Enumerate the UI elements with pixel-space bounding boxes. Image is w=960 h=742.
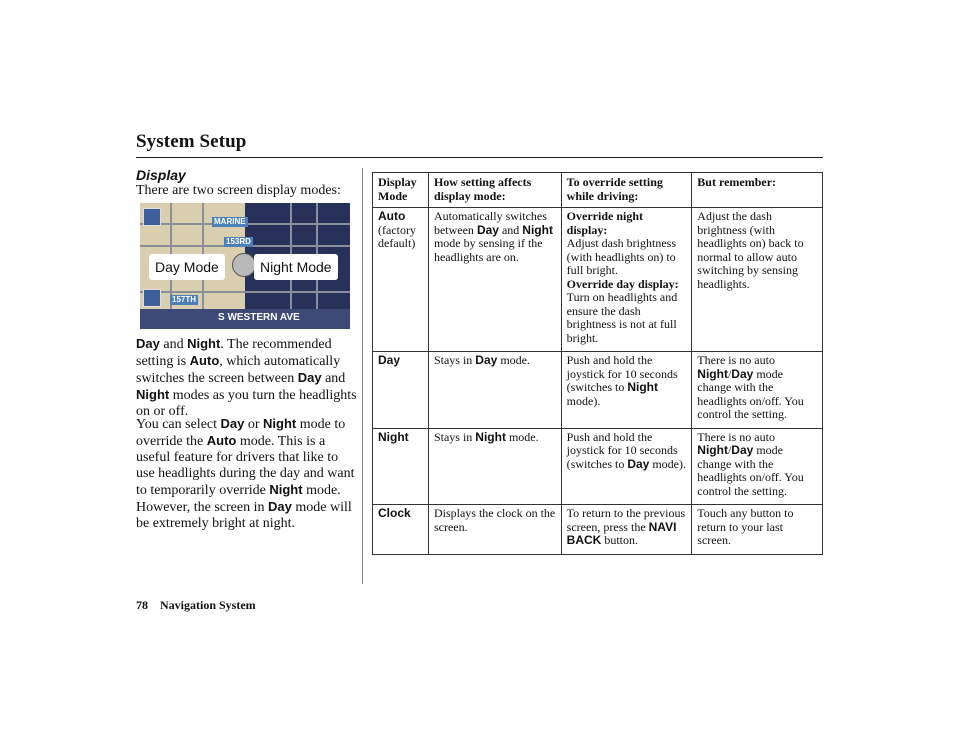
text: Automatically switches between	[433, 209, 547, 237]
term-navi-back: NAVI BACK	[566, 519, 677, 547]
term-night: Night	[269, 482, 303, 497]
text: and	[498, 222, 523, 237]
effect-cell: Displays the clock on the screen.	[428, 505, 561, 555]
term-day: Day	[475, 353, 498, 367]
table-row	[373, 505, 823, 555]
mode-name: Auto	[378, 209, 406, 223]
term-auto: Auto	[206, 433, 237, 448]
term-night: Night	[522, 222, 553, 237]
text: Adjust dash brightness (with headlights on) to full bright.	[566, 236, 677, 277]
map-street-label: 153RD	[226, 237, 251, 246]
mode-name: Day	[378, 353, 401, 367]
text: mode to override the	[136, 417, 346, 449]
map-street-label: 157TH	[172, 295, 197, 304]
section-heading: Display	[136, 167, 186, 183]
term-day: Day	[731, 443, 754, 457]
table-header-row	[373, 173, 823, 208]
term-night: Night	[697, 366, 728, 381]
page-number: 78	[136, 598, 148, 612]
text: mode. However, the screen in	[136, 483, 341, 515]
remember-cell: Adjust the dash brightness (with headlights on) back to normal to allow auto switching by sensing headlights.	[692, 208, 823, 352]
mode-cell	[373, 428, 429, 505]
override-cell	[561, 428, 692, 505]
footer-title: Navigation System	[160, 598, 256, 612]
text: or	[244, 417, 264, 432]
column-divider	[362, 168, 363, 584]
mode-name: Night	[378, 429, 409, 444]
mode-cell	[373, 352, 429, 429]
title-rule	[136, 157, 823, 158]
text: . The recommended setting is	[136, 337, 332, 369]
text: Stays in	[433, 353, 476, 367]
term-day: Day	[268, 499, 292, 514]
display-mode-figure	[140, 203, 350, 329]
table-row	[373, 208, 823, 352]
page-title: System Setup	[136, 131, 247, 152]
term-day: Day	[136, 336, 160, 351]
map-street-label: MARINE	[214, 217, 246, 226]
term-night: Night	[475, 429, 506, 444]
term-day: Day	[297, 370, 322, 385]
override-day-heading: Override day display:	[566, 276, 679, 291]
term-day: Day	[731, 366, 754, 381]
mode-description	[136, 336, 360, 420]
text: mode by sensing if the headlights are on.	[433, 236, 543, 264]
text: /	[727, 366, 732, 381]
text: You can select	[136, 417, 221, 432]
text: mode change with the headlights on/off. You control the setting.	[697, 443, 804, 498]
text: and	[321, 371, 346, 386]
text: Push and hold the joystick for 10 seconds (switches to	[566, 429, 678, 471]
term-day: Day	[476, 222, 499, 237]
text: button.	[601, 533, 639, 547]
mode-name: Clock	[378, 506, 411, 520]
text: Turn on headlights and ensure the dash brightness is not at full bright.	[566, 290, 678, 345]
map-menu-icon	[143, 208, 161, 226]
override-cell	[561, 505, 692, 555]
text: mode will be extremely bright at night.	[136, 500, 352, 531]
day-mode-label: Day Mode	[149, 254, 225, 280]
override-cell	[561, 352, 692, 429]
column-header: But remember:	[692, 173, 823, 208]
term-night: Night	[627, 380, 658, 394]
mode-note: (factory default)	[378, 222, 416, 250]
table-row	[373, 352, 823, 429]
page-footer	[136, 598, 256, 613]
text: There is no auto	[697, 429, 775, 444]
remember-cell	[692, 428, 823, 505]
effect-cell	[428, 208, 561, 352]
intro-text: There are two screen display modes:	[136, 183, 341, 198]
override-cell	[561, 208, 692, 352]
text: modes as you turn the headlights on or off.	[136, 388, 357, 419]
remember-cell: Touch any button to return to your last screen.	[692, 505, 823, 555]
map-current-street: S WESTERN AVE	[218, 312, 300, 323]
table-row	[373, 428, 823, 505]
term-night: Night	[697, 443, 728, 457]
text: Stays in	[433, 429, 476, 444]
term-night: Night	[187, 336, 221, 351]
text: mode).	[566, 393, 601, 408]
override-night-heading: Override night display:	[566, 209, 643, 237]
text: mode. This is a useful feature for drivers that like to use headlights during the day and want to temporarily override	[136, 434, 355, 498]
text: and	[159, 337, 188, 352]
text: mode.	[505, 429, 539, 444]
text: To return to the previous screen, press the	[566, 506, 686, 534]
text: mode change with the headlights on/off. You control the setting.	[697, 366, 804, 421]
display-mode-table	[372, 172, 823, 555]
text: , which automatically switches the screen between	[136, 354, 341, 386]
term-day: Day	[627, 456, 650, 471]
term-day: Day	[220, 416, 245, 431]
text: There is no auto	[697, 353, 775, 367]
term-night: Night	[136, 387, 170, 402]
override-description	[136, 416, 360, 532]
effect-cell	[428, 352, 561, 429]
column-header: How setting affects display mode:	[428, 173, 561, 208]
text: /	[727, 443, 732, 457]
column-header: Display Mode	[373, 173, 429, 208]
text: mode).	[649, 456, 686, 471]
term-night: Night	[263, 416, 297, 431]
mode-cell	[373, 505, 429, 555]
text: mode.	[497, 353, 530, 367]
term-auto: Auto	[189, 353, 220, 368]
remember-cell	[692, 352, 823, 429]
compass-icon	[232, 253, 256, 277]
mode-cell	[373, 208, 429, 352]
column-header: To override setting while driving:	[561, 173, 692, 208]
effect-cell	[428, 428, 561, 505]
text: Push and hold the joystick for 10 seconds (switches to	[566, 353, 678, 394]
night-mode-label: Night Mode	[254, 254, 338, 280]
map-scale-icon	[143, 289, 161, 307]
